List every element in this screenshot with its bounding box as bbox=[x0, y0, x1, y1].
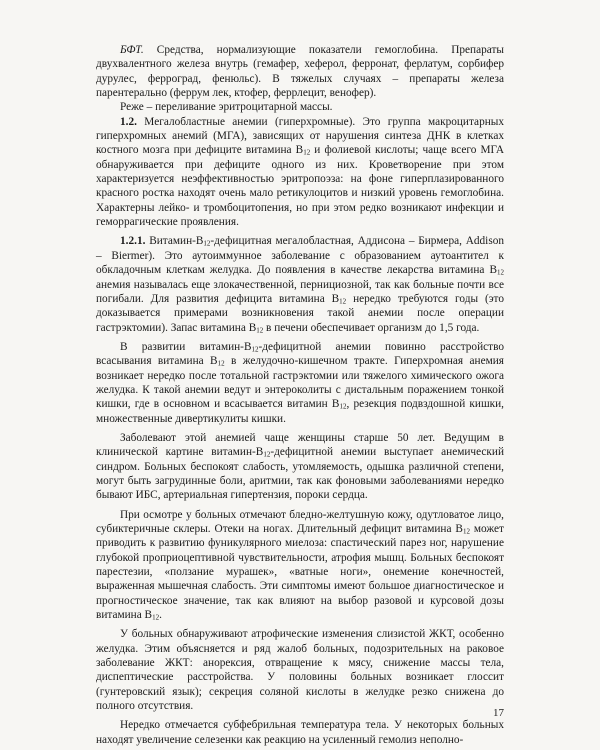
subscript-12: 12 bbox=[339, 402, 347, 411]
paragraph-text: В развитии витамин-В bbox=[120, 340, 252, 353]
paragraph-temperature bbox=[96, 718, 504, 747]
subscript-12: 12 bbox=[152, 613, 160, 622]
paragraph-text: Реже – переливание эритроцитарной массы. bbox=[120, 101, 333, 114]
section-number-1-2: 1.2. bbox=[120, 115, 137, 128]
section-number-1-2-1: 1.2.1. bbox=[120, 235, 146, 248]
section-label-bft: БФТ. bbox=[120, 44, 144, 56]
paragraph-transfusion bbox=[96, 100, 504, 114]
subscript-12: 12 bbox=[497, 268, 504, 277]
paragraph-text: При осмотре у больных отмечают бледно-желтушную кожу, одутловатое лицо, субиктеричные склеры. Отеки на ногах. Длительный дефицит витамина В bbox=[96, 508, 504, 535]
subscript-12: 12 bbox=[462, 527, 470, 536]
subscript-12: 12 bbox=[256, 326, 264, 335]
paragraph-text: -дефицитной анемии повинно расстройство всасывания витамина В bbox=[96, 340, 504, 368]
paragraph-text: Мегалобластные анемии (гиперхромные). Это группа макроцитарных гиперхромных анемий (МГА), зависящих от нарушения синтеза ДНК в клетках костного мозга при дефиците витамина В bbox=[96, 115, 504, 157]
paragraph-text: анемия называлась еще злокачественной, пернициозной, так как больные почти все погибали. Для развития дефицита витамина В bbox=[96, 278, 504, 305]
paragraph-text: и фолиевой кислоты; чаще всего МГА обнаруживается при дефиците одного из них. Кроветворение при этом характеризуется неэффективностью эритропоэза: на фоне гиперплазированного красного ростка находят очень мало ретикулоцитов и низкий уровень гемоглобина. Характерны лейко- и тромбоцитопения, но при этом редко возникают инфекции и геморрагические проявления. bbox=[96, 144, 505, 229]
paragraph-clinical-picture bbox=[96, 431, 504, 503]
paragraph-b12-deficiency bbox=[96, 234, 504, 334]
paragraph-text: в желудочно-кишечном тракте. Гиперхромная анемия возникает нередко после тотальной гастрэктомии или тяжелого химического ожога желудка. К такой анемии ведут и энтероколиты с дистальным поражением тонкой кишки, где в основном и всасывается витамин В bbox=[96, 355, 504, 411]
paragraph-megaloblastic-anemia bbox=[96, 115, 504, 230]
paragraph-gi-changes bbox=[96, 627, 504, 713]
paragraph-text: нередко требуются годы (это доказывается примерами возникновения такой анемии после операции гастрэктомии). Запас витамина В bbox=[96, 292, 504, 334]
paragraph-text: -дефицитной анемии выступает анемический синдром. Больных беспокоят слабость, утомляемость, одышка различной степени, могут быть загрудинные боли, аритмии, так как фоновыми заболеваниями нередко бывают ИБС, артериальная гипертензия, пороки сердца. bbox=[96, 446, 504, 502]
subscript-12: 12 bbox=[303, 148, 311, 157]
subscript-12: 12 bbox=[217, 359, 225, 368]
paragraph-absorption bbox=[96, 340, 504, 426]
paragraph-text: , резекция подвздошной кишки, множественные дивертикулиты кишки. bbox=[96, 398, 505, 425]
paragraph-text: Нередко отмечается субфебрильная температура тела. У некоторых больных находят увеличение селезенки как реакцию на усиленный гемолиз неполно- bbox=[96, 719, 504, 746]
paragraph-text: может приводить к развитию фуникулярного миелоза: спастический парез ног, нарушение глубокой проприоцептивной чувствительности, атрофия мышц. Больных беспокоят парестезии, «ползание мурашек», «ватные ноги», онемение конечностей, выраженная мышечная слабость. Эти симптомы имеют большое диагностическое и прогностическое значение, так как влияют на выбор разовой и курсовой дозы витамина В bbox=[96, 523, 504, 622]
subscript-12: 12 bbox=[339, 297, 347, 306]
subscript-12: 12 bbox=[263, 450, 271, 459]
paragraph-text: . bbox=[159, 609, 162, 622]
page-number: 17 bbox=[493, 707, 504, 719]
subscript-12: 12 bbox=[251, 345, 259, 354]
paragraph-text: Витамин-В bbox=[145, 235, 204, 248]
paragraph-treatment bbox=[96, 43, 504, 100]
paragraph-text: в печени обеспечивает организм до 1,5 года. bbox=[263, 321, 480, 334]
page-content bbox=[96, 43, 504, 747]
paragraph-text: -дефицитная мегалобластная, Аддисона – Бирмера, Addison – Biermer). Это аутоиммунное заболевание с образованием аутоантител к обкладочным клеткам желудка. До появления в качестве лекарства витамина В bbox=[96, 235, 505, 277]
paragraph-text: У больных обнаруживают атрофические изменения слизистой ЖКТ, особенно желудка. Этим объясняется и ряд жалоб больных, подозрительных на раковое заболевание ЖКТ: анорексия, отвращение к мясу, снижение массы тела, диспептические расстройства. У половины больных возникает глоссит (гунтеровский язык); секреция соляной кислоты в желудке резко снижена до полного отсутствия. bbox=[96, 628, 504, 713]
subscript-12: 12 bbox=[203, 239, 211, 248]
paragraph-examination bbox=[96, 508, 504, 623]
paragraph-text: Средства, нормализующие показатели гемоглобина. Препараты двухвалентного железа внутрь (гемафер, хеферол, ферронат, ферлатум, сорбифер дурулес, ферроград, фенюльс). В тяжелых случаях – препараты железа парентерально (феррум лек, ктофер, феррлецит, венофер). bbox=[96, 44, 504, 100]
paragraph-text: Заболевают этой анемией чаще женщины старше 50 лет. Ведущим в клинической картине витамин-В bbox=[96, 431, 504, 459]
